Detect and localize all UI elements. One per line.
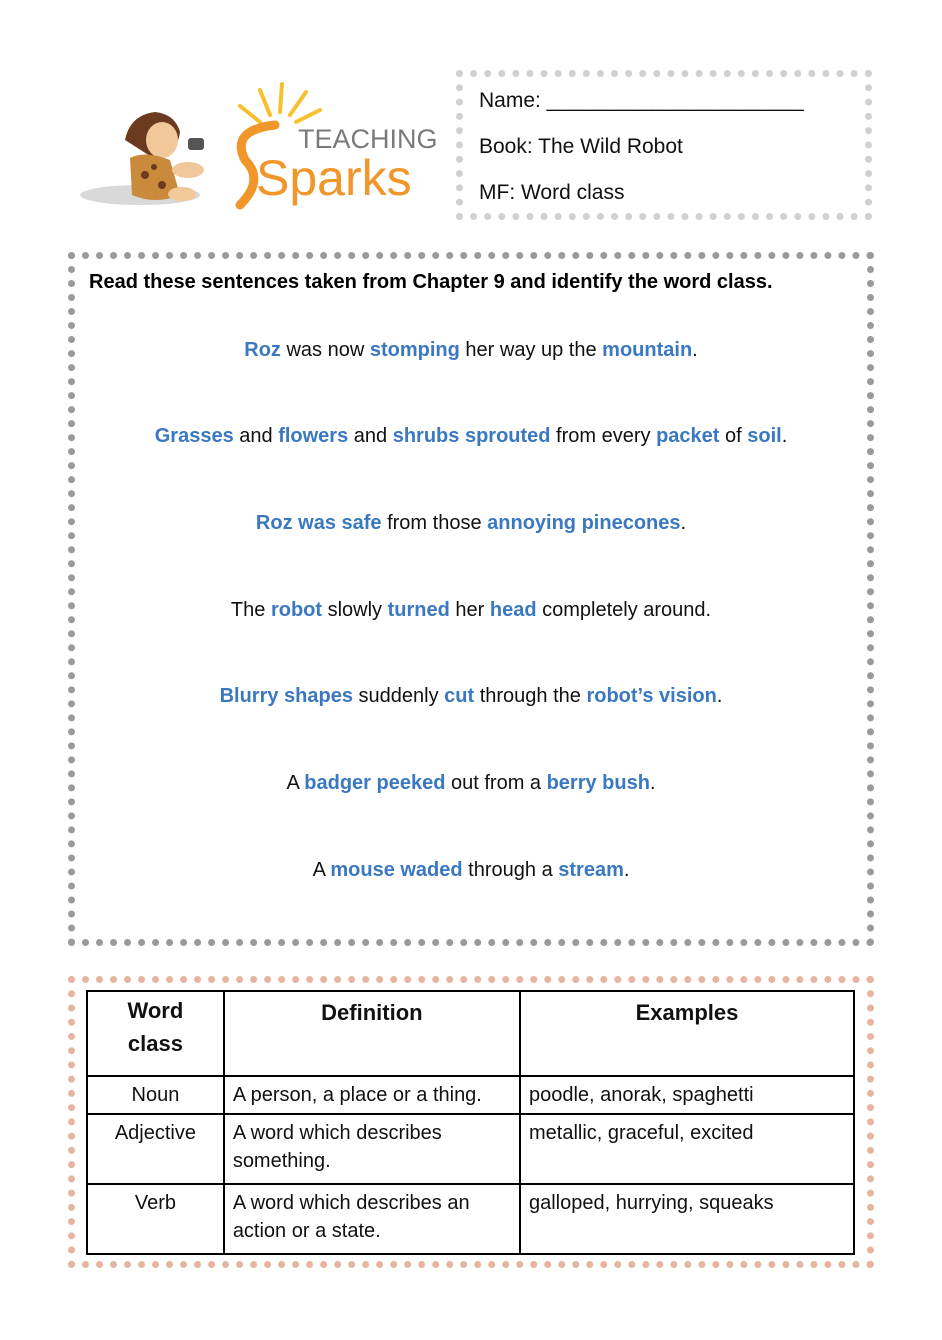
sentence-text: completely around. — [536, 599, 712, 621]
student-info-box — [456, 70, 872, 220]
sentence-text: from those — [381, 512, 488, 534]
logo-graphic — [70, 70, 450, 220]
sentence-text: . — [716, 685, 723, 707]
sentence-text: her way up the — [459, 339, 603, 361]
header-examples: Examples — [520, 991, 854, 1076]
highlighted-word: shrubs sprouted — [392, 425, 551, 447]
sentence-3 — [75, 512, 867, 535]
examples-cell: poodle, anorak, spaghetti — [520, 1076, 854, 1114]
sentence-text: suddenly — [352, 685, 445, 707]
logo-word-teaching: TEACHING — [298, 124, 438, 154]
sentence-text: was now — [280, 339, 370, 361]
teaching-sparks-logo — [70, 70, 450, 220]
highlighted-word: Roz — [244, 339, 281, 361]
sentence-text: . — [649, 772, 656, 794]
sentence-text: . — [781, 425, 788, 447]
header-word-class: Word class — [87, 991, 224, 1076]
highlighted-word: robot’s vision — [586, 685, 717, 707]
highlighted-word: Blurry shapes — [219, 685, 353, 707]
sentence-6 — [75, 772, 867, 795]
examples-cell: galloped, hurrying, squeaks — [520, 1184, 854, 1254]
sentence-text: slowly — [322, 599, 388, 621]
definition-cell: A word which describes something. — [224, 1114, 520, 1184]
sentence-1 — [75, 339, 867, 362]
sentence-2 — [75, 425, 867, 448]
highlighted-word: cut — [444, 685, 475, 707]
highlighted-word: turned — [387, 599, 450, 621]
highlighted-word: robot — [270, 599, 323, 621]
logo-word-sparks: Sparks — [256, 150, 412, 206]
table-header-row — [87, 991, 854, 1076]
sentence-text: A — [312, 859, 331, 881]
highlighted-word: Roz was safe — [255, 512, 382, 534]
instructions: Read these sentences taken from Chapter 9 and identify the word class. — [89, 271, 773, 293]
word-class-cell: Adjective — [87, 1114, 224, 1184]
sentence-4 — [75, 599, 867, 622]
sentence-text: . — [680, 512, 687, 534]
word-class-table-panel — [68, 976, 874, 1268]
sentence-text: . — [623, 859, 630, 881]
highlighted-word: annoying pinecones — [487, 512, 681, 534]
sentence-text: through a — [462, 859, 559, 881]
highlighted-word: soil — [747, 425, 782, 447]
sentence-text: . — [692, 339, 698, 361]
sentence-text: A — [286, 772, 305, 794]
book-label: Book: The Wild Robot — [479, 135, 683, 158]
table-row — [87, 1114, 854, 1184]
highlighted-word: badger peeked — [304, 772, 446, 794]
word-class-table — [86, 990, 855, 1255]
highlighted-word: head — [489, 599, 537, 621]
highlighted-word: berry bush — [546, 772, 650, 794]
highlighted-word: mouse waded — [330, 859, 463, 881]
header-definition: Definition — [224, 991, 520, 1076]
mf-label: MF: Word class — [479, 181, 625, 204]
sentence-text: The — [230, 599, 271, 621]
word-class-cell: Verb — [87, 1184, 224, 1254]
highlighted-word: stream — [558, 859, 624, 881]
name-field[interactable]: Name: ______________________ — [479, 89, 804, 112]
highlighted-word: Grasses — [154, 425, 234, 447]
sentence-5 — [75, 685, 867, 708]
sentence-text: out from a — [445, 772, 547, 794]
definition-cell: A person, a place or a thing. — [224, 1076, 520, 1114]
sentence-text: and — [348, 425, 393, 447]
highlighted-word: mountain — [602, 339, 693, 361]
word-class-cell: Noun — [87, 1076, 224, 1114]
sentence-text: from every — [550, 425, 657, 447]
sentence-text: of — [719, 425, 748, 447]
sentence-text: through the — [474, 685, 587, 707]
highlighted-word: flowers — [278, 425, 349, 447]
sentence-text: her — [449, 599, 490, 621]
table-row — [87, 1184, 854, 1254]
definition-cell: A word which describes an action or a state. — [224, 1184, 520, 1254]
highlighted-word: stomping — [369, 339, 460, 361]
examples-cell: metallic, graceful, excited — [520, 1114, 854, 1184]
highlighted-word: packet — [656, 425, 720, 447]
sentence-text: and — [233, 425, 279, 447]
sentence-7 — [75, 859, 867, 882]
sentences-panel — [68, 252, 874, 946]
table-row — [87, 1076, 854, 1114]
